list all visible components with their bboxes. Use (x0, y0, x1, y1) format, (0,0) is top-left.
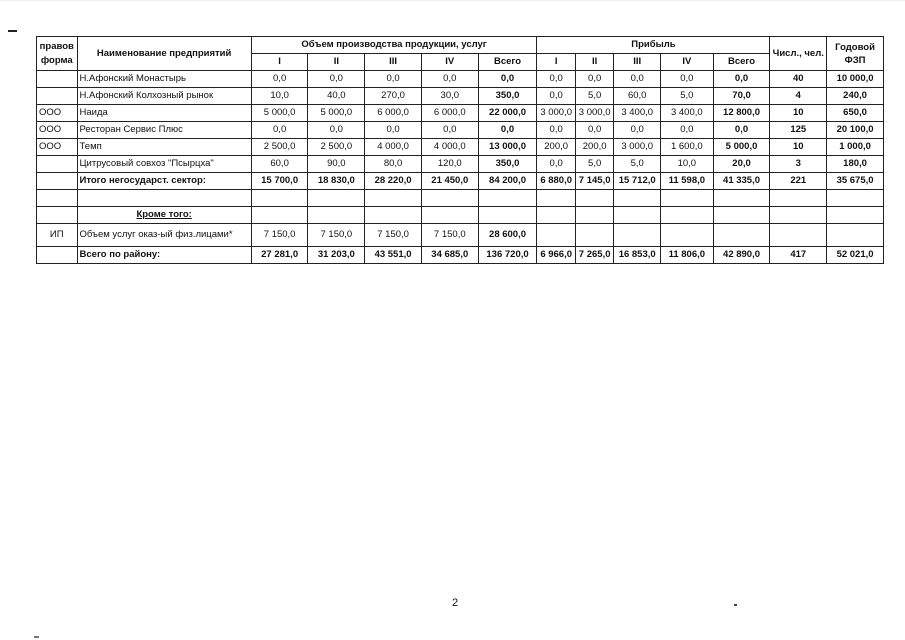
prod-q1-cell: 2 500,0 (251, 139, 308, 156)
profit-q3-cell: 15 712,0 (614, 173, 661, 190)
grand-total-label: Всего по району: (77, 247, 251, 264)
empty-cell (421, 207, 478, 224)
profit-q1-cell: 3 000,0 (537, 105, 575, 122)
empty-cell (713, 207, 770, 224)
profit-q1-header: I (537, 54, 575, 71)
besides-row (37, 207, 884, 224)
prod-q4-cell: 120,0 (421, 156, 478, 173)
profit-q3-cell: 16 853,0 (614, 247, 661, 264)
employees-cell: 10 (770, 139, 827, 156)
enterprise-name-cell: Н.Афонский Монастырь (77, 71, 251, 88)
prod-q4-cell: 34 685,0 (421, 247, 478, 264)
scan-edge-line (0, 0, 905, 1)
profit-q1-cell: 0,0 (537, 71, 575, 88)
profit-total-cell: 12 800,0 (713, 105, 770, 122)
production-volume-header: Объем производства продукции, услуг (251, 37, 537, 54)
profit-total-cell: 70,0 (713, 88, 770, 105)
prod-q3-cell: 0,0 (365, 71, 422, 88)
prod-q3-cell: 43 551,0 (365, 247, 422, 264)
empty-cell (827, 224, 884, 247)
prod-total-cell: 13 000,0 (478, 139, 537, 156)
profit-total-cell: 42 890,0 (713, 247, 770, 264)
prod-q1-cell: 0,0 (251, 71, 308, 88)
profit-q4-cell: 10,0 (660, 156, 713, 173)
subtotal-row (37, 173, 884, 190)
profit-q4-header: IV (660, 54, 713, 71)
scan-mark-top (8, 30, 17, 32)
profit-total-cell: 20,0 (713, 156, 770, 173)
prod-q3-cell: 270,0 (365, 88, 422, 105)
empty-cell (37, 190, 78, 207)
scan-mark-bottom (34, 636, 39, 638)
profit-q1-cell: 200,0 (537, 139, 575, 156)
profit-q2-cell: 3 000,0 (575, 105, 613, 122)
profit-q4-cell: 5,0 (660, 88, 713, 105)
profit-total-cell: 5 000,0 (713, 139, 770, 156)
prod-total-cell: 28 600,0 (478, 224, 537, 247)
empty-cell (251, 207, 308, 224)
profit-q4-cell: 0,0 (660, 122, 713, 139)
profit-total-header: Всего (713, 54, 770, 71)
profit-q4-cell: 11 598,0 (660, 173, 713, 190)
legal-form-cell: ИП (37, 224, 78, 247)
profit-q1-cell: 6 966,0 (537, 247, 575, 264)
empty-cell (37, 207, 78, 224)
empty-cell (660, 207, 713, 224)
empty-cell (308, 190, 365, 207)
empty-cell (827, 207, 884, 224)
prod-q3-header: III (365, 54, 422, 71)
empty-cell (251, 190, 308, 207)
prod-q3-cell: 6 000,0 (365, 105, 422, 122)
employees-header: Числ., чел. (770, 37, 827, 71)
prod-total-cell: 350,0 (478, 88, 537, 105)
empty-cell (614, 224, 661, 247)
prod-total-cell: 0,0 (478, 71, 537, 88)
prod-q3-cell: 28 220,0 (365, 173, 422, 190)
prod-q1-cell: 7 150,0 (251, 224, 308, 247)
empty-cell (713, 190, 770, 207)
empty-cell (770, 190, 827, 207)
prod-q1-cell: 10,0 (251, 88, 308, 105)
profit-q4-cell: 1 600,0 (660, 139, 713, 156)
enterprise-name-cell: Цитрусовый совхоз "Псырцха" (77, 156, 251, 173)
prod-total-cell: 136 720,0 (478, 247, 537, 264)
prod-total-cell: 350,0 (478, 156, 537, 173)
employees-cell: 221 (770, 173, 827, 190)
empty-cell (770, 207, 827, 224)
legal-form-cell (37, 173, 78, 190)
employees-cell: 417 (770, 247, 827, 264)
empty-cell (365, 207, 422, 224)
annual-wage-cell: 650,0 (827, 105, 884, 122)
profit-total-cell: 0,0 (713, 71, 770, 88)
profit-total-cell: 41 335,0 (713, 173, 770, 190)
prod-q3-cell: 80,0 (365, 156, 422, 173)
empty-cell (614, 190, 661, 207)
legal-form-cell (37, 156, 78, 173)
profit-q4-cell: 3 400,0 (660, 105, 713, 122)
annual-wage-cell: 35 675,0 (827, 173, 884, 190)
prod-q4-cell: 4 000,0 (421, 139, 478, 156)
enterprise-name-header: Наименование предприятий (77, 37, 251, 71)
enterprise-report-table (36, 36, 884, 264)
employees-cell: 10 (770, 105, 827, 122)
annual-wage-cell: 180,0 (827, 156, 884, 173)
prod-q4-cell: 30,0 (421, 88, 478, 105)
employees-cell: 4 (770, 88, 827, 105)
header-row-main (37, 37, 884, 54)
besides-label: Кроме того: (136, 209, 192, 220)
prod-q2-cell: 18 830,0 (308, 173, 365, 190)
empty-cell (713, 224, 770, 247)
profit-q4-cell: 11 806,0 (660, 247, 713, 264)
prod-q4-cell: 0,0 (421, 71, 478, 88)
enterprise-name-cell: Темп (77, 139, 251, 156)
profit-q3-cell: 0,0 (614, 122, 661, 139)
empty-cell (421, 190, 478, 207)
prod-q1-cell: 60,0 (251, 156, 308, 173)
profit-q3-cell: 3 400,0 (614, 105, 661, 122)
enterprise-name-cell: Наида (77, 105, 251, 122)
legal-form-cell (37, 247, 78, 264)
legal-form-header: правов форма (37, 37, 78, 71)
employees-cell: 40 (770, 71, 827, 88)
prod-q2-cell: 90,0 (308, 156, 365, 173)
empty-cell (575, 224, 613, 247)
prod-q4-cell: 21 450,0 (421, 173, 478, 190)
empty-cell (575, 190, 613, 207)
legal-form-cell: ООО (37, 139, 78, 156)
prod-q2-cell: 5 000,0 (308, 105, 365, 122)
profit-q2-cell: 0,0 (575, 71, 613, 88)
empty-cell (537, 224, 575, 247)
profit-q1-cell: 6 880,0 (537, 173, 575, 190)
grand-total-row (37, 247, 884, 264)
prod-q1-cell: 5 000,0 (251, 105, 308, 122)
legal-form-cell: ООО (37, 105, 78, 122)
profit-q3-cell: 3 000,0 (614, 139, 661, 156)
empty-cell (575, 207, 613, 224)
prod-q2-cell: 2 500,0 (308, 139, 365, 156)
annual-wage-cell: 52 021,0 (827, 247, 884, 264)
enterprise-name-cell: Ресторан Сервис Плюс (77, 122, 251, 139)
employees-cell: 3 (770, 156, 827, 173)
enterprise-name-cell: Н.Афонский Колхозный рынок (77, 88, 251, 105)
empty-cell (660, 190, 713, 207)
prod-q2-cell: 0,0 (308, 122, 365, 139)
empty-cell (478, 207, 537, 224)
empty-cell (478, 190, 537, 207)
subtotal-label: Итого негосударст. сектор: (77, 173, 251, 190)
prod-q1-header: I (251, 54, 308, 71)
prod-q1-cell: 15 700,0 (251, 173, 308, 190)
prod-q2-cell: 40,0 (308, 88, 365, 105)
empty-cell (308, 207, 365, 224)
empty-cell (77, 190, 251, 207)
prod-q4-cell: 6 000,0 (421, 105, 478, 122)
enterprise-name-cell: Объем услуг оказ-ый физ.лицами* (77, 224, 251, 247)
prod-total-cell: 0,0 (478, 122, 537, 139)
prod-q1-cell: 27 281,0 (251, 247, 308, 264)
prod-q3-cell: 4 000,0 (365, 139, 422, 156)
employees-cell: 125 (770, 122, 827, 139)
profit-q3-header: III (614, 54, 661, 71)
prod-q4-cell: 7 150,0 (421, 224, 478, 247)
profit-q3-cell: 60,0 (614, 88, 661, 105)
profit-q2-cell: 0,0 (575, 122, 613, 139)
table-row (37, 105, 884, 122)
profit-q4-cell: 0,0 (660, 71, 713, 88)
prod-q4-cell: 0,0 (421, 122, 478, 139)
legal-form-cell (37, 71, 78, 88)
annual-wage-cell: 20 100,0 (827, 122, 884, 139)
scan-dot (734, 604, 737, 606)
profit-q2-header: II (575, 54, 613, 71)
empty-cell (537, 190, 575, 207)
annual-wage-cell: 1 000,0 (827, 139, 884, 156)
besides-cell (77, 207, 251, 224)
legal-form-cell (37, 88, 78, 105)
table-row (37, 156, 884, 173)
profit-q1-cell: 0,0 (537, 88, 575, 105)
profit-q3-cell: 0,0 (614, 71, 661, 88)
profit-q2-cell: 5,0 (575, 88, 613, 105)
legal-form-cell: ООО (37, 122, 78, 139)
annual-wage-cell: 240,0 (827, 88, 884, 105)
prod-total-cell: 84 200,0 (478, 173, 537, 190)
prod-q2-cell: 31 203,0 (308, 247, 365, 264)
prod-q4-header: IV (421, 54, 478, 71)
prod-q2-header: II (308, 54, 365, 71)
prod-total-cell: 22 000,0 (478, 105, 537, 122)
profit-total-cell: 0,0 (713, 122, 770, 139)
empty-cell (770, 224, 827, 247)
prod-q2-cell: 0,0 (308, 71, 365, 88)
profit-q3-cell: 5,0 (614, 156, 661, 173)
profit-q2-cell: 7 265,0 (575, 247, 613, 264)
empty-cell (827, 190, 884, 207)
empty-cell (537, 207, 575, 224)
page-number: 2 (451, 597, 459, 609)
empty-cell (365, 190, 422, 207)
prod-q3-cell: 0,0 (365, 122, 422, 139)
prod-total-header: Всего (478, 54, 537, 71)
empty-row (37, 190, 884, 207)
prod-q3-cell: 7 150,0 (365, 224, 422, 247)
profit-q1-cell: 0,0 (537, 156, 575, 173)
table-row (37, 88, 884, 105)
table-row (37, 71, 884, 88)
profit-q1-cell: 0,0 (537, 122, 575, 139)
table-row (37, 139, 884, 156)
annual-wage-cell: 10 000,0 (827, 71, 884, 88)
profit-q2-cell: 7 145,0 (575, 173, 613, 190)
empty-cell (660, 224, 713, 247)
empty-cell (614, 207, 661, 224)
prod-q2-cell: 7 150,0 (308, 224, 365, 247)
profit-q2-cell: 200,0 (575, 139, 613, 156)
individual-services-row (37, 224, 884, 247)
profit-q2-cell: 5,0 (575, 156, 613, 173)
table-row (37, 122, 884, 139)
prod-q1-cell: 0,0 (251, 122, 308, 139)
profit-header: Прибыль (537, 37, 770, 54)
annual-wage-header: Годовой ФЗП (827, 37, 884, 71)
